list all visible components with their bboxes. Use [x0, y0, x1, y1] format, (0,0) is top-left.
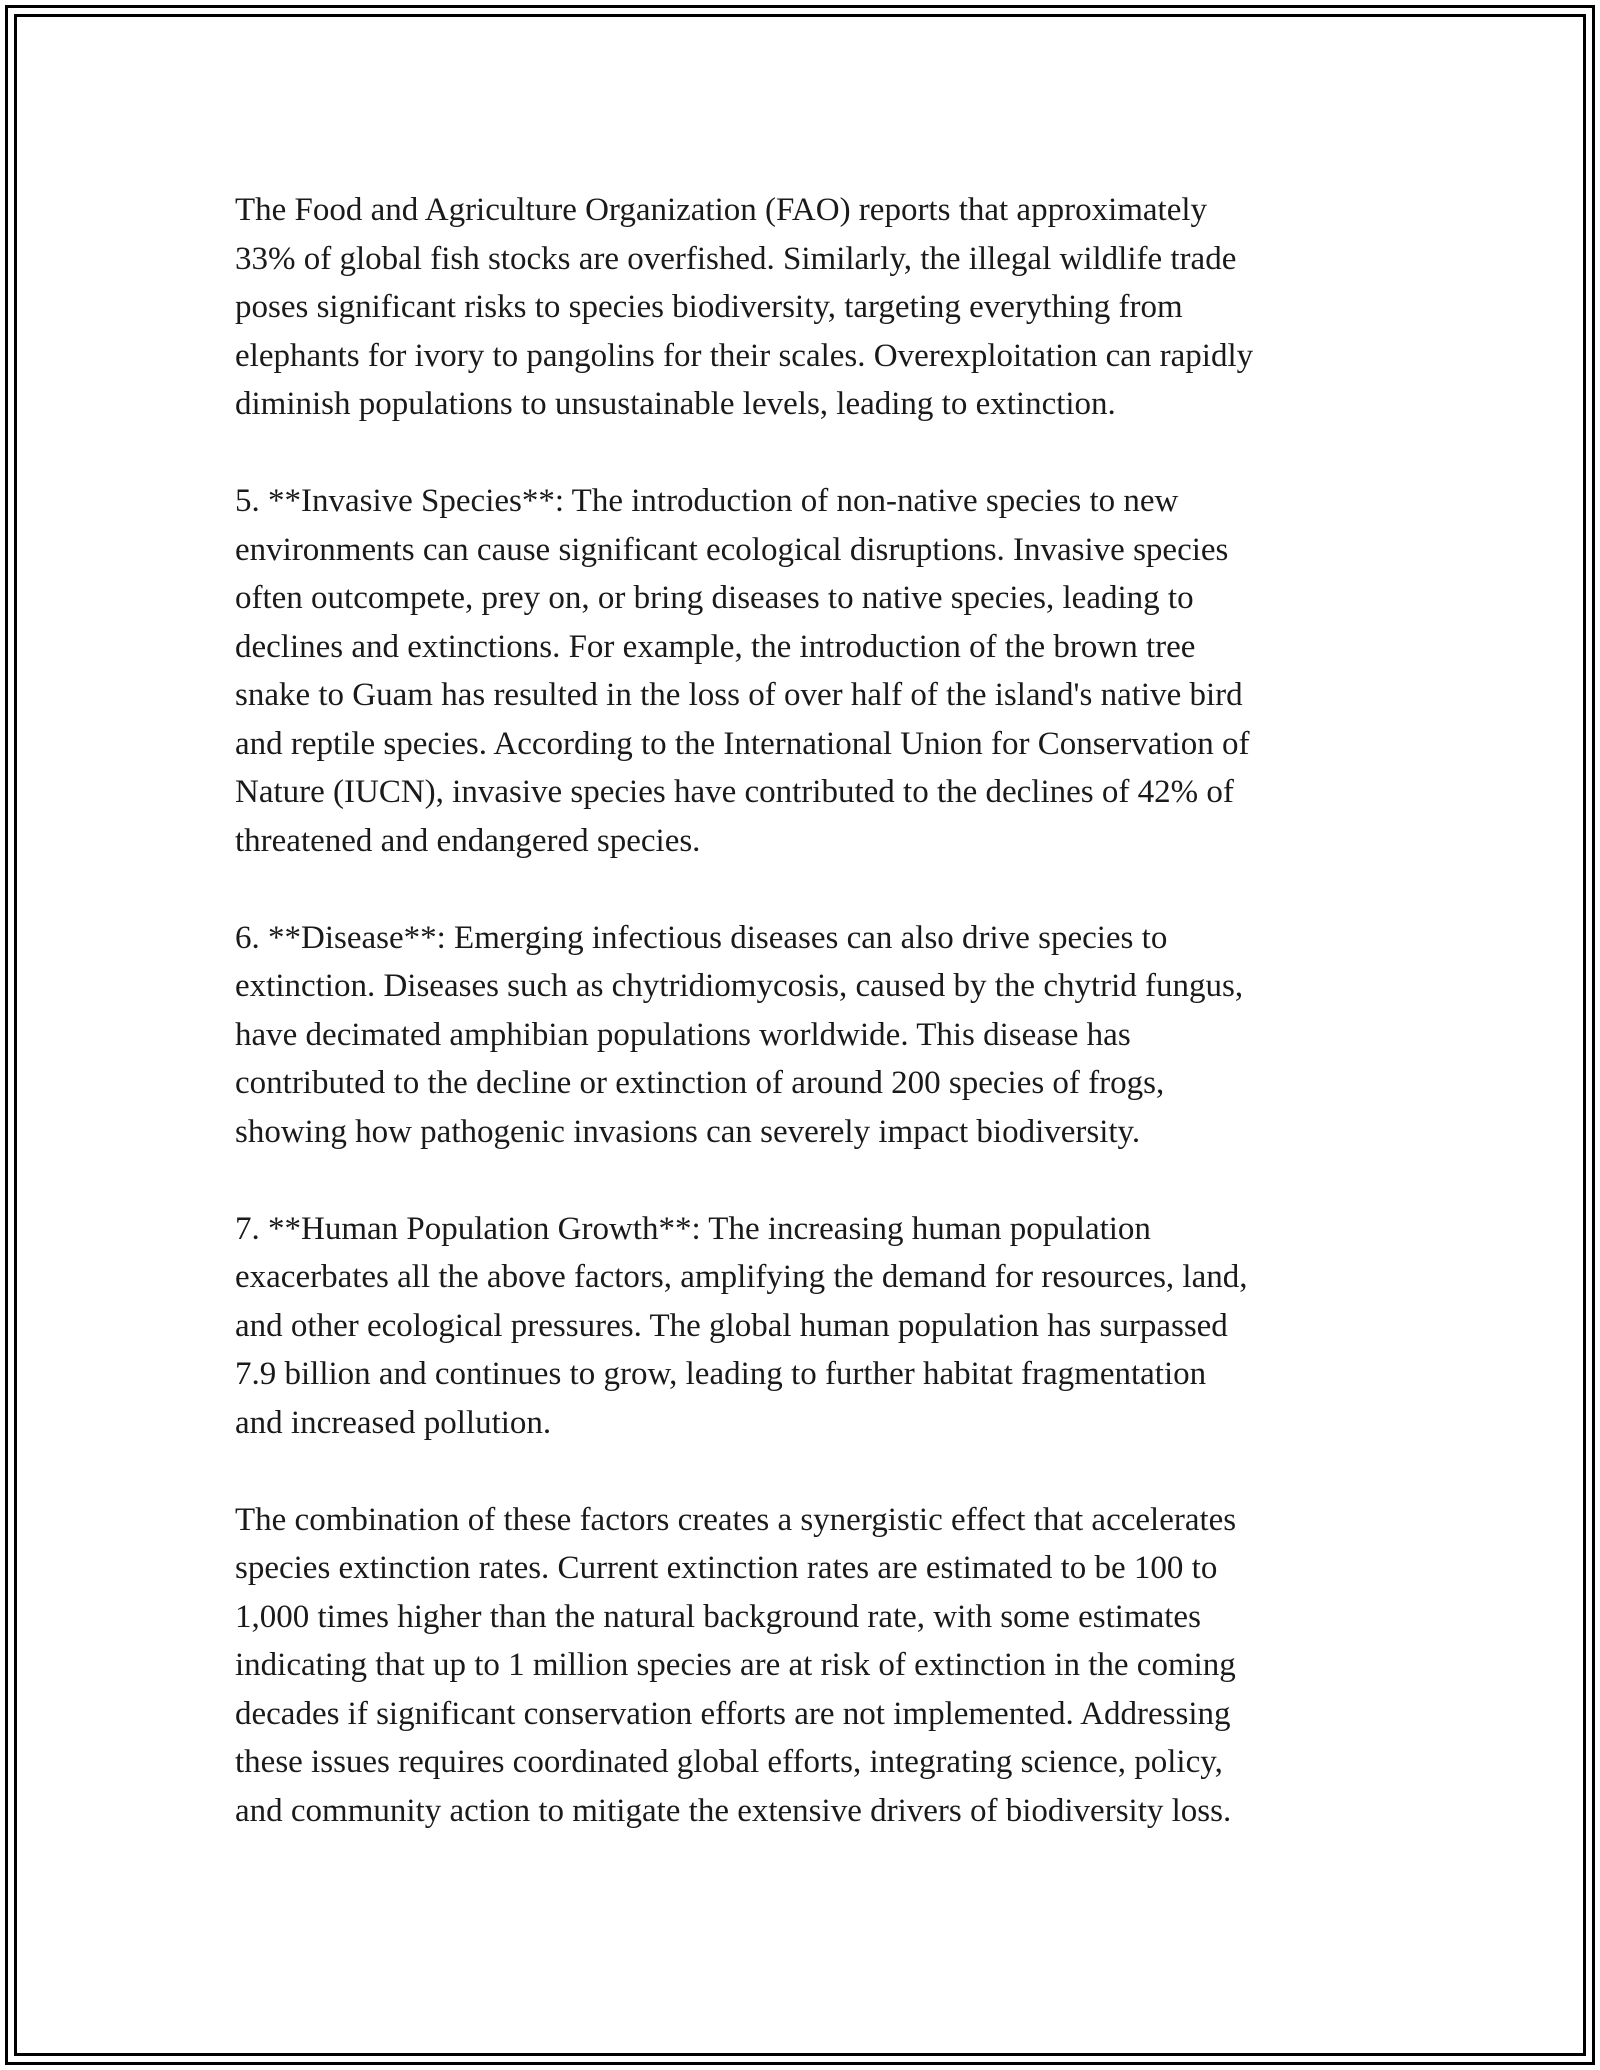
- document-body: [235, 186, 1385, 1884]
- paragraph-overexploitation: The Food and Agriculture Organization (FAO) reports that approximately 33% of global fish stocks are overfished. Similarly, the illegal wildlife trade poses significant risks to species biodiversity, targeting everything from elephants for ivory to pangolins for their scales. Overexploitation can rapidly diminish populations to unsustainable levels, leading to extinction.: [235, 192, 1254, 422]
- paragraph-human-population-growth: 7. **Human Population Growth**: The increasing human population exacerbates all the above factors, amplifying the demand for resources, land, and other ecological pressures. The global human population has surpassed 7.9 billion and continues to grow, leading to further habitat fragmentation and increased pollution.: [235, 1210, 1248, 1441]
- paragraph-conclusion: The combination of these factors creates a synergistic effect that accelerates species extinction rates. Current extinction rates are estimated to be 100 to 1,000 times higher than the natural background rate, with some estimates indicating that up to 1 million species are at risk of extinction in the coming decades if significant conservation efforts are not implemented. Addressing these issues requires coordinated global efforts, integrating science, policy, and community action to mitigate the extensive drivers of biodiversity loss.: [235, 1501, 1237, 1829]
- paragraph-disease: 6. **Disease**: Emerging infectious diseases can also drive species to extinction. Diseases such as chytridiomycosis, caused by the chytrid fungus, have decimated amphibian populations worldwide. This disease has contributed to the decline or extinction of around 200 species of frogs, showing how pathogenic invasions can severely impact biodiversity.: [235, 919, 1244, 1150]
- paragraph-invasive-species: 5. **Invasive Species**: The introduction of non-native species to new environments can cause significant ecological disruptions. Invasive species often outcompete, prey on, or bring diseases to native species, leading to declines and extinctions. For example, the introduction of the brown tree snake to Guam has resulted in the loss of over half of the island's native bird and reptile species. According to the International Union for Conservation of Nature (IUCN), invasive species have contributed to the declines of 42% of threatened and endangered species.: [235, 483, 1250, 859]
